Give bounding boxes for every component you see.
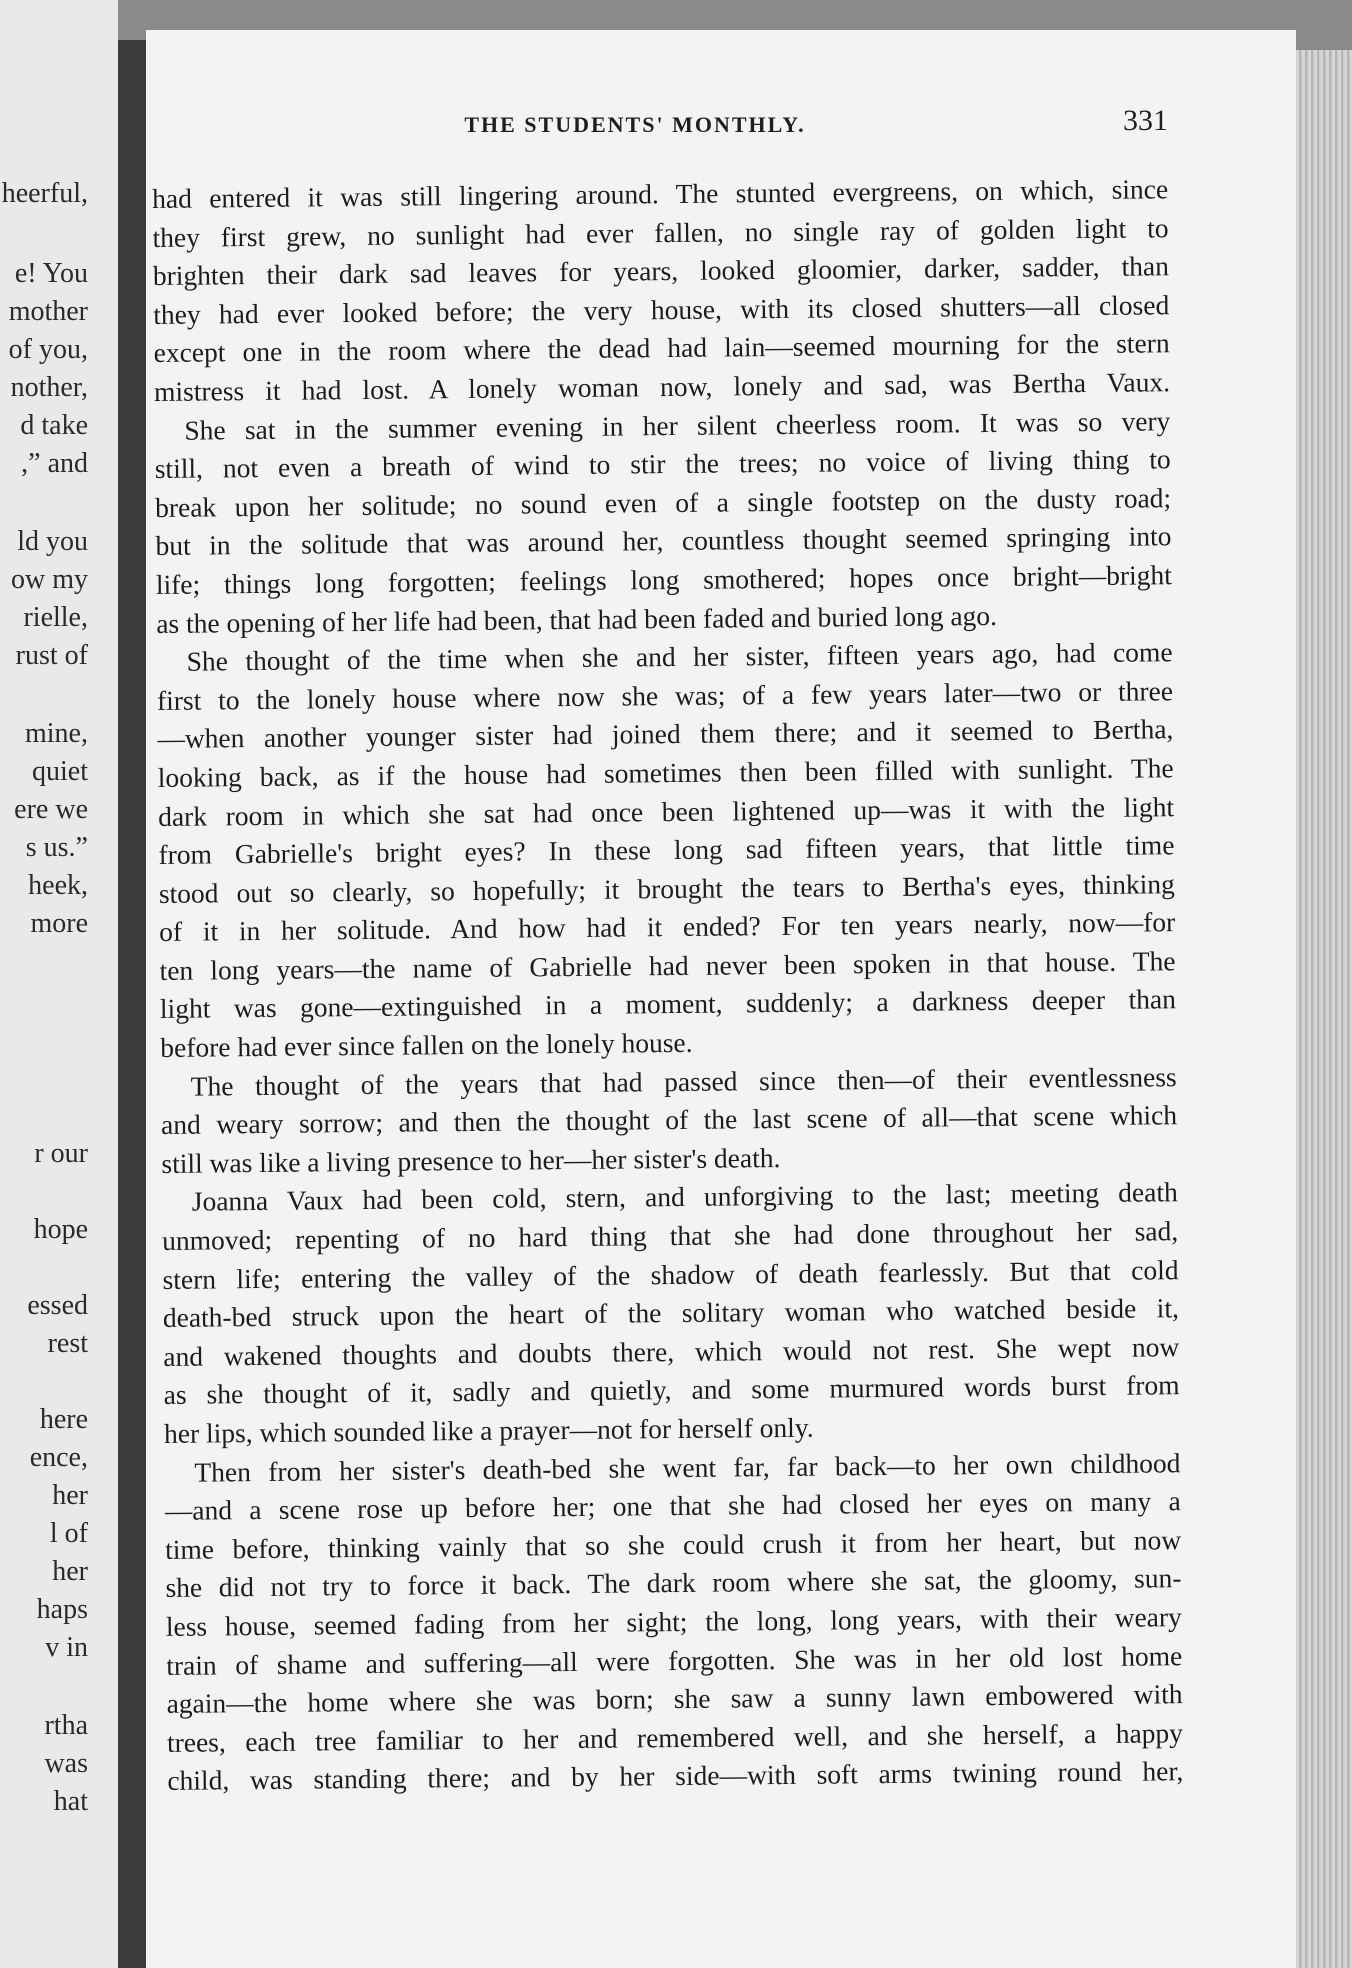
text-line: of it in her solitude. And how had it ended? For ten years nearly, now—for (159, 906, 1176, 948)
text-line: She sat in the summer evening in her silent cheerless room. It was so very (184, 404, 1171, 446)
text-line: unmoved; repenting of no hard thing that she had done throughout her sad, (162, 1215, 1179, 1256)
text-line: ten long years—the name of Gabrielle had never been spoken in that house. The (159, 945, 1176, 986)
text-line: death-bed struck upon the heart of the solitary woman who watched beside it, (162, 1292, 1180, 1334)
text-line: train of shame and suffering—all were forgotten. She was in her old lost home (166, 1639, 1183, 1681)
text-line: stood out so clearly, so hopefully; it brought the tears to Bertha's eyes, thinking (158, 867, 1175, 909)
body-text (152, 170, 1184, 1801)
left-page-line: quiet (32, 756, 88, 787)
text-line: time before, thinking vainly that so she could crush it from her heart, but now (164, 1523, 1182, 1565)
text-line: She thought of the time when she and her sister, fifteen years ago, had come (186, 636, 1173, 677)
left-page-line: her (52, 1556, 88, 1587)
text-line: from Gabrielle's bright eyes? In these long sad fifteen years, that little time (158, 829, 1175, 871)
text-line: —and a scene rose up before her; one that she had closed her eyes on many a (164, 1485, 1181, 1527)
left-page-line: essed (27, 1290, 88, 1321)
left-page-line: haps (36, 1594, 88, 1625)
text-line: dark room in which she sat had once been lightened up—was it with the light (157, 790, 1175, 832)
left-page-line: of you, (8, 334, 88, 365)
text-line: Then from her sister's death-bed she went far, far back—to her own childhood (194, 1446, 1181, 1488)
text-line: still, not even a breath of wind to stir the trees; no voice of living thing to (154, 443, 1171, 485)
running-head: THE STUDENTS' MONTHLY. (464, 112, 806, 137)
left-page-line: ,” and (21, 448, 88, 479)
text-line: except one in the room where the dead had lain—seemed mourning for the stern (153, 327, 1170, 369)
text-line: and wakened thoughts and doubts there, which would not rest. She wept now (163, 1331, 1180, 1372)
text-line: she did not try to force it back. The dark room where she sat, the gloomy, sun- (165, 1562, 1182, 1604)
text-line: had entered it was still lingering around. The stunted evergreens, on which, since (152, 173, 1169, 214)
text-line: trees, each tree familiar to her and remembered well, and she herself, a happy (166, 1716, 1184, 1758)
text-line: less house, seemed fading from her sight; the long, long years, with their weary (165, 1601, 1182, 1642)
left-page-line: her (52, 1480, 88, 1511)
left-page-line: e! You (14, 258, 88, 289)
left-page-line: mother (8, 296, 88, 327)
text-line: stern life; entering the valley of the shadow of death fearlessly. But that cold (162, 1253, 1179, 1295)
text-line: life; things long forgotten; feelings long smothered; hopes once bright—bright (155, 559, 1172, 600)
text-line: again—the home where she was born; she saw a sunny lawn embowered with (166, 1678, 1183, 1720)
left-page-line: ence, (29, 1442, 88, 1473)
left-page-line: heek, (28, 870, 88, 901)
book-gutter (118, 40, 146, 1968)
text-line: they had ever looked before; the very house, with its closed shutters—all closed (153, 289, 1170, 330)
left-page-line: heerful, (1, 178, 88, 209)
left-page-line: r our (34, 1138, 88, 1169)
left-page-line: v in (45, 1632, 88, 1663)
text-line: break upon her solitude; no sound even of a single footstep on the dusty road; (154, 481, 1172, 523)
left-page-line: ow my (11, 564, 88, 595)
left-page-line: hope (33, 1214, 88, 1245)
text-line: —when another younger sister had joined them there; and it seemed to Bertha, (157, 713, 1174, 755)
text-line: her lips, which sounded like a prayer—not for herself only. (163, 1411, 814, 1449)
left-page-line: l of (49, 1518, 88, 1549)
text-line: light was gone—extinguished in a moment, suddenly; a darkness deeper than (159, 983, 1177, 1025)
left-page-text-column (0, 0, 90, 1968)
text-line: still was like a living presence to her—her sister's death. (161, 1141, 781, 1179)
left-page-fragment (0, 0, 118, 1968)
left-page-line: d take (20, 410, 88, 441)
text-line: before had ever since fallen on the lonely house. (160, 1026, 693, 1064)
left-page-line: hat (53, 1786, 88, 1817)
text-line: they first grew, no sunlight had ever fallen, no single ray of golden light to (152, 211, 1169, 253)
text-line: looking back, as if the house had sometimes then been filled with sunlight. The (157, 752, 1174, 793)
text-line: but in the solitude that was around her, countless thought seemed springing into (155, 520, 1172, 562)
text-line: first to the lonely house where now she was; of a few years later—two or three (156, 674, 1174, 716)
left-page-line: more (30, 908, 88, 939)
left-page-line: rtha (44, 1710, 88, 1741)
left-page-line: rest (47, 1328, 88, 1359)
text-line: as the opening of her life had been, that had been faded and buried long ago. (156, 599, 998, 639)
text-line: and weary sorrow; and then the thought of the last scene of all—that scene which (160, 1099, 1178, 1141)
left-page-line: s us.” (25, 832, 88, 863)
left-page-line: rust of (15, 640, 88, 671)
left-page-line: mine, (25, 718, 88, 749)
text-line: mistress it had lost. A lonely woman now, lonely and sad, was Bertha Vaux. (153, 366, 1171, 407)
left-page-line: nother, (10, 372, 88, 403)
text-line: as she thought of it, sadly and quietly, and some murmured words burst from (163, 1369, 1180, 1411)
left-page-line: here (39, 1404, 88, 1435)
text-line: The thought of the years that had passed since then—of their eventlessness (190, 1060, 1177, 1102)
page-number: 331 (1123, 104, 1168, 137)
left-page-line: ld you (17, 526, 88, 557)
text-line: child, was standing there; and by her side—with soft arms twining round her, (167, 1755, 1184, 1797)
left-page-line: was (44, 1748, 88, 1779)
text-line: Joanna Vaux had been cold, stern, and unforgiving to the last; meeting death (191, 1176, 1178, 1218)
text-line: brighten their dark sad leaves for years, looked gloomier, darker, sadder, than (152, 250, 1170, 292)
page-edge-stack (1296, 50, 1352, 1968)
left-page-line: ere we (14, 794, 88, 825)
left-page-line: rielle, (23, 602, 88, 633)
